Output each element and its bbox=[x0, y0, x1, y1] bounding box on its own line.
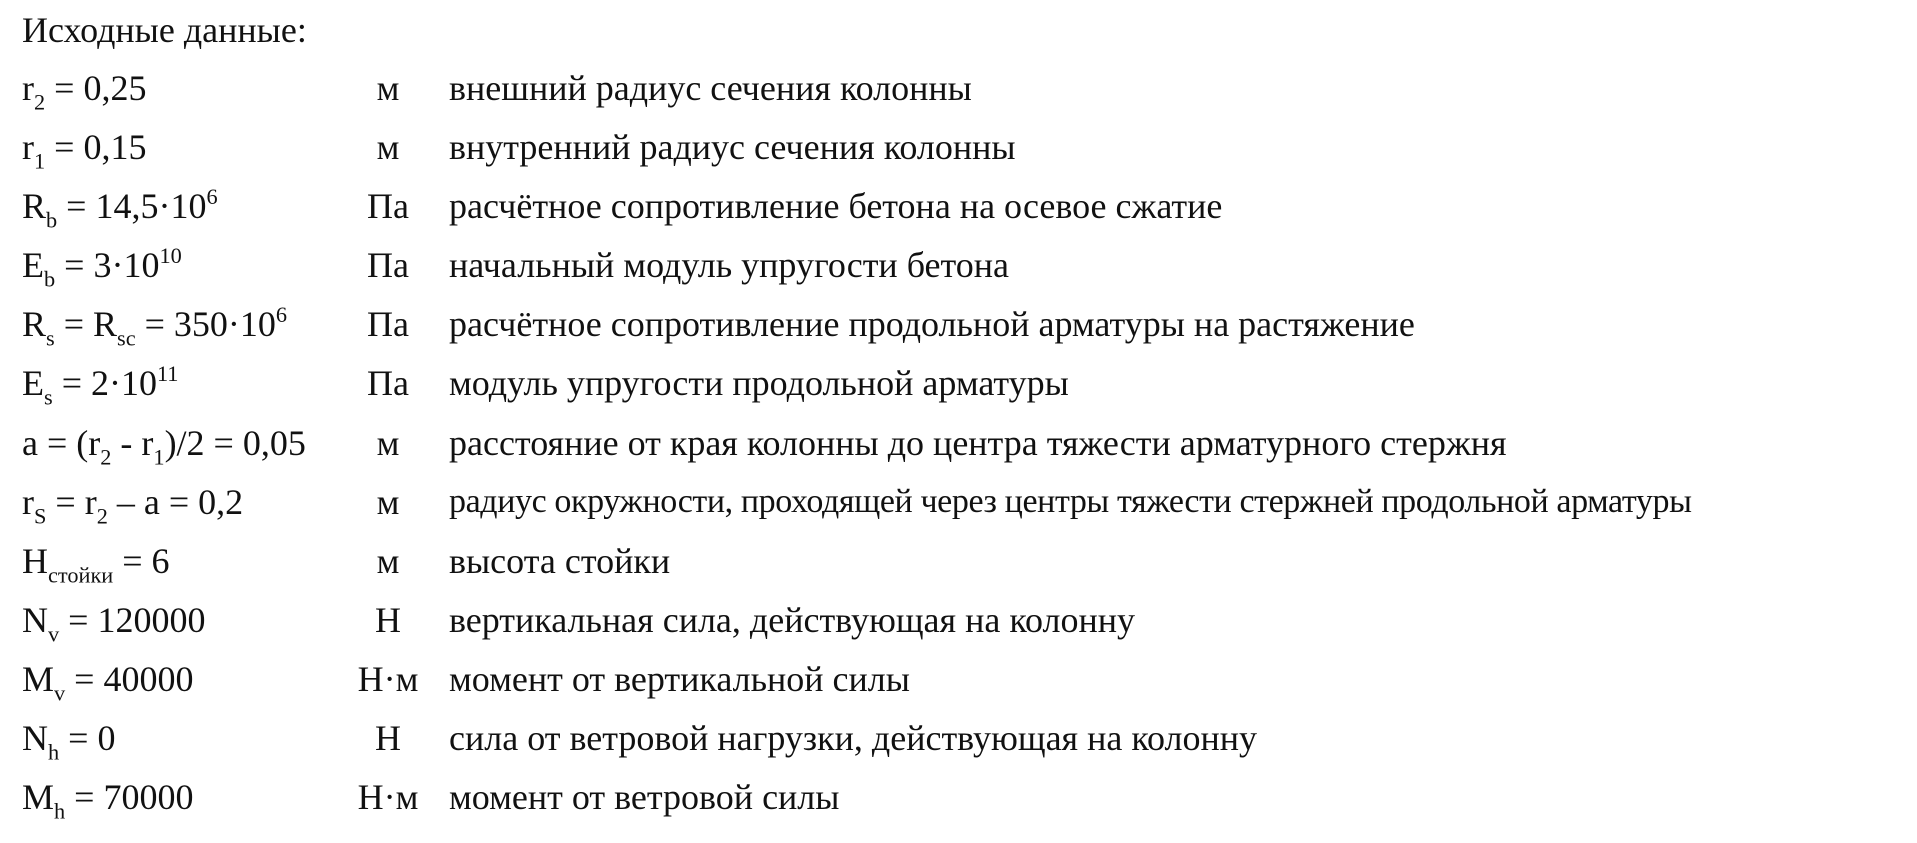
parameter-unit: м bbox=[376, 422, 400, 463]
parameter-description: радиус окружности, проходящей через центры тяжести стержней продольной арматуры bbox=[449, 482, 1692, 520]
formula-subscript: s bbox=[44, 384, 53, 410]
formula-text: R bbox=[22, 304, 47, 345]
parameter-formula bbox=[22, 243, 182, 292]
formula-subscript: S bbox=[34, 503, 47, 529]
formula-subscript: v bbox=[54, 680, 66, 706]
formula-subscript: 1 bbox=[34, 148, 46, 174]
formula-text: = 40000 bbox=[65, 658, 194, 699]
formula-text: r bbox=[22, 68, 34, 108]
heading: Исходные данные: bbox=[22, 10, 307, 50]
parameter-unit: Н·м bbox=[357, 658, 419, 699]
formula-text: E bbox=[22, 363, 44, 404]
parameter-description: высота стойки bbox=[449, 540, 671, 581]
parameter-formula bbox=[22, 361, 179, 410]
parameter-list bbox=[0, 68, 1917, 836]
parameter-row bbox=[0, 600, 1917, 659]
formula-text: E bbox=[22, 245, 44, 286]
formula-text: )/2 = 0,05 bbox=[164, 422, 306, 463]
parameter-unit: м bbox=[376, 481, 400, 522]
formula-subscript: h bbox=[54, 798, 66, 824]
parameter-unit: Н·м bbox=[357, 777, 419, 818]
parameter-description: расстояние от края колонны до центра тяжести арматурного стержня bbox=[449, 422, 1507, 463]
formula-text: = 2·10 bbox=[52, 363, 157, 404]
parameter-formula bbox=[22, 422, 306, 469]
formula-text: = 350·10 bbox=[135, 304, 276, 345]
formula-text: = 3·10 bbox=[55, 245, 160, 286]
formula-text: N bbox=[22, 599, 48, 640]
parameter-row bbox=[0, 127, 1917, 186]
parameter-unit: Н bbox=[375, 718, 401, 759]
formula-text: = 0,15 bbox=[45, 127, 147, 168]
formula-superscript: 6 bbox=[275, 302, 288, 328]
parameter-formula bbox=[22, 718, 116, 765]
parameter-formula bbox=[22, 481, 244, 529]
formula-text: = 6 bbox=[113, 540, 170, 581]
parameter-description: расчётное сопротивление продольной арматуры на растяжение bbox=[449, 304, 1415, 345]
parameter-row bbox=[0, 659, 1917, 718]
formula-text: r bbox=[22, 481, 34, 522]
parameter-formula bbox=[22, 540, 170, 588]
parameter-formula bbox=[22, 658, 194, 706]
formula-text: N bbox=[22, 718, 48, 759]
parameter-row bbox=[0, 777, 1917, 836]
formula-text: M bbox=[22, 777, 55, 818]
formula-text: – a = 0,2 bbox=[107, 481, 244, 522]
formula-text: M bbox=[22, 658, 55, 699]
parameter-unit: Па bbox=[367, 363, 409, 404]
parameter-description: модуль упругости продольной арматуры bbox=[449, 363, 1069, 404]
formula-subscript: 2 bbox=[34, 89, 46, 115]
parameter-formula bbox=[22, 777, 194, 824]
parameter-row bbox=[0, 186, 1917, 245]
parameter-description: начальный модуль упругости бетона bbox=[449, 245, 1010, 286]
parameter-unit: м bbox=[376, 68, 400, 108]
parameter-unit: Па bbox=[367, 245, 409, 286]
parameter-row bbox=[0, 718, 1917, 777]
formula-text: - r bbox=[111, 422, 154, 463]
parameter-formula bbox=[22, 184, 218, 233]
parameter-unit: м bbox=[376, 540, 400, 581]
parameter-description: вертикальная сила, действующая на колонну bbox=[449, 599, 1136, 640]
parameter-formula bbox=[22, 68, 147, 115]
formula-superscript: 10 bbox=[159, 243, 182, 269]
formula-subscript: 2 bbox=[100, 443, 112, 469]
parameter-unit: м bbox=[376, 127, 400, 168]
parameter-row bbox=[0, 423, 1917, 482]
formula-text: = R bbox=[54, 304, 118, 345]
parameter-description: момент от вертикальной силы bbox=[449, 658, 910, 699]
formula-subscript: h bbox=[48, 739, 60, 765]
parameter-formula bbox=[22, 127, 147, 174]
formula-subscript: 2 bbox=[96, 503, 108, 529]
formula-subscript: стойки bbox=[48, 562, 114, 588]
formula-text: R bbox=[22, 186, 47, 227]
formula-text: = r bbox=[46, 481, 97, 522]
formula-subscript: sc bbox=[117, 325, 136, 351]
parameter-unit: Па bbox=[367, 186, 409, 227]
formula-text: H bbox=[22, 540, 48, 581]
formula-subscript: v bbox=[48, 621, 60, 647]
formula-subscript: b bbox=[44, 266, 56, 292]
parameter-formula bbox=[22, 599, 206, 647]
formula-text: = 14,5·10 bbox=[57, 186, 207, 227]
parameter-row bbox=[0, 245, 1917, 304]
formula-text: = 0 bbox=[59, 718, 116, 759]
parameter-row bbox=[0, 68, 1917, 127]
formula-subscript: s bbox=[46, 325, 55, 351]
formula-superscript: 6 bbox=[206, 184, 218, 210]
parameter-description: внешний радиус сечения колонны bbox=[449, 68, 972, 108]
parameter-formula bbox=[22, 302, 288, 351]
parameter-description: момент от ветровой силы bbox=[449, 777, 840, 818]
formula-text: a = (r bbox=[22, 422, 101, 463]
parameter-unit: Н bbox=[375, 599, 401, 640]
formula-subscript: b bbox=[46, 207, 58, 233]
parameter-row bbox=[0, 541, 1917, 600]
formula-text: = 70000 bbox=[65, 777, 194, 818]
formula-text: = 120000 bbox=[59, 599, 206, 640]
parameter-description: внутренний радиус сечения колонны bbox=[449, 127, 1016, 168]
parameter-description: сила от ветровой нагрузки, действующая на колонну bbox=[449, 718, 1258, 759]
parameter-row bbox=[0, 482, 1917, 541]
parameter-unit: Па bbox=[367, 304, 409, 345]
parameter-row bbox=[0, 304, 1917, 363]
formula-superscript: 11 bbox=[156, 361, 179, 387]
formula-subscript: 1 bbox=[153, 443, 165, 469]
formula-text: r bbox=[22, 127, 34, 168]
parameter-description: расчётное сопротивление бетона на осевое сжатие bbox=[449, 186, 1223, 227]
formula-text: = 0,25 bbox=[45, 68, 147, 108]
parameter-row bbox=[0, 363, 1917, 422]
